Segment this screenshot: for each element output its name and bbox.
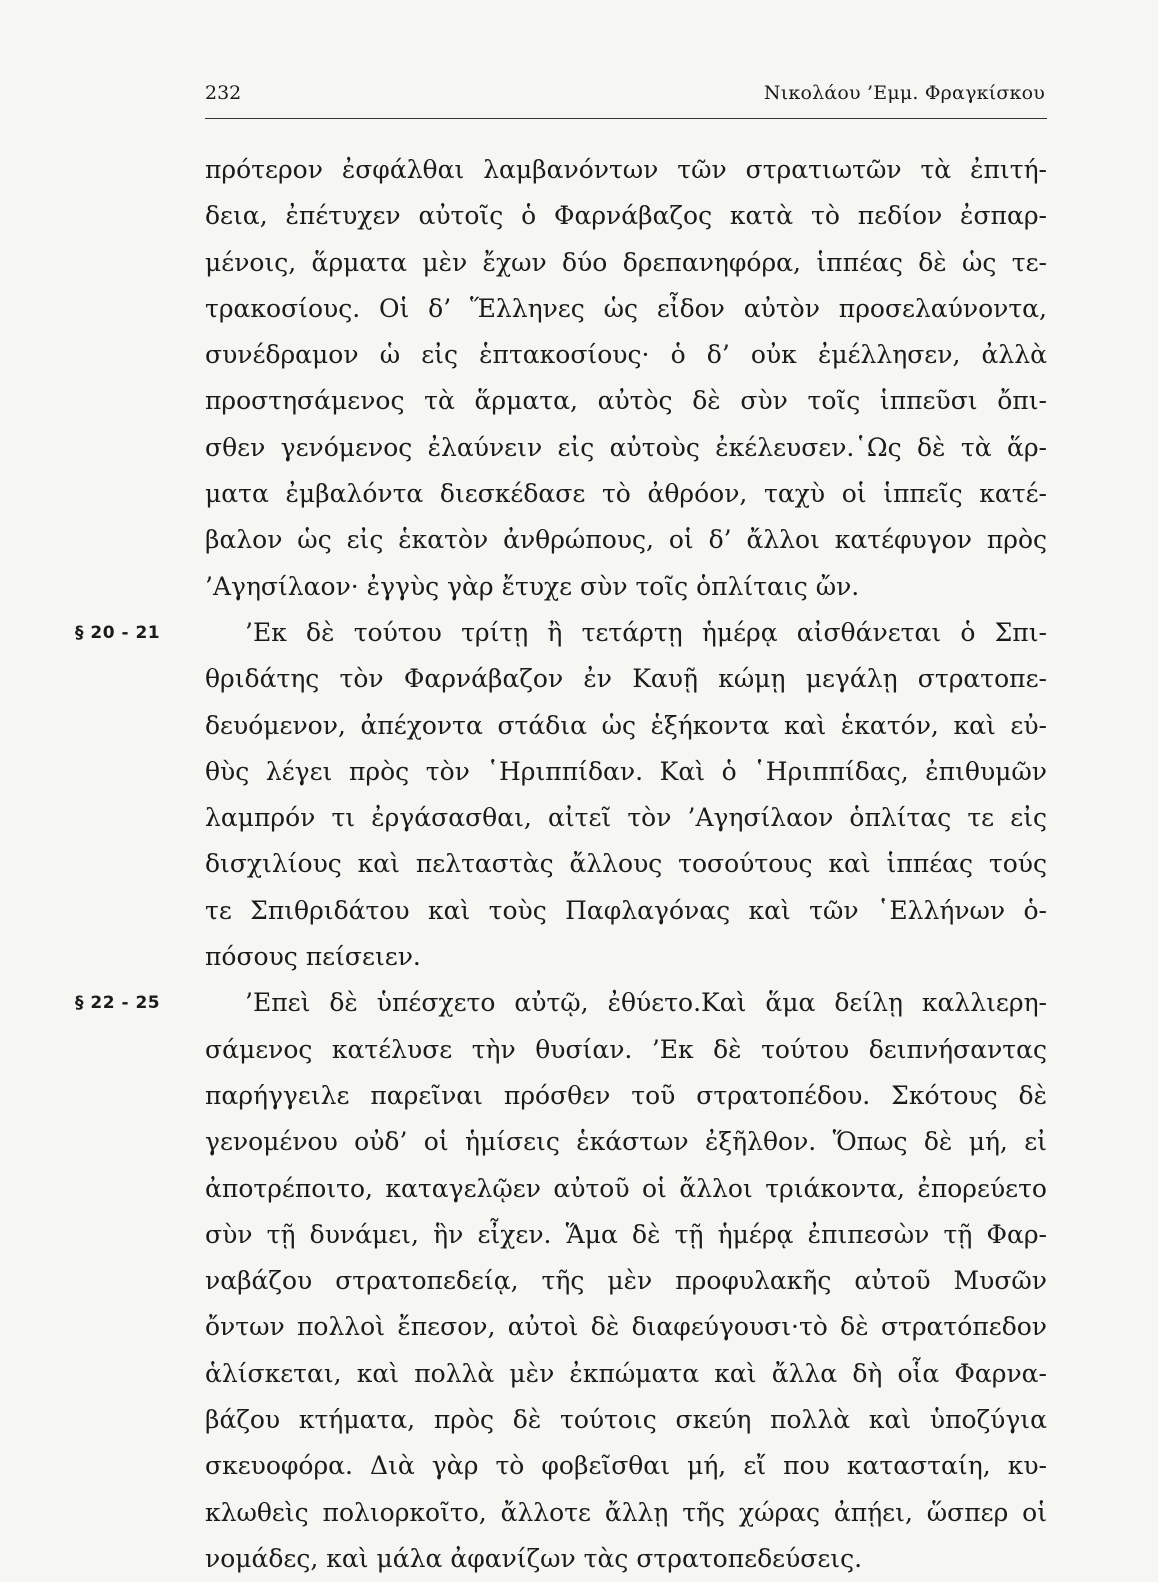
line-text: γενομένου οὐδ’ οἱ ἡμίσεις ἑκάστων ἐξῆλθον. Ὅπως δὲ μή, εἰ <box>205 1127 1047 1157</box>
line-text: ὄντων πολλοὶ ἔπεσον, αὐτοὶ δὲ διαφεύγουσι·τὸ δὲ στρατόπεδον <box>205 1312 1047 1342</box>
line-text: δεια, ἐπέτυχεν αὐτοῖς ὁ Φαρνάβαζος κατὰ τὸ πεδίον ἐσπαρ- <box>205 201 1047 231</box>
line-text: σάμενος κατέλυσε τὴν θυσίαν. ’Εκ δὲ τούτου δειπνήσαντας <box>205 1034 1047 1064</box>
text-line <box>205 517 1047 563</box>
line-text: βάζου κτήματα, πρὸς δὲ τούτοις σκεύη πολλὰ καὶ ὑποζύγια <box>205 1405 1047 1435</box>
text-line <box>205 749 1047 795</box>
section-marginal-note: § 22 - 25 <box>75 993 161 1014</box>
line-text: πρότερον ἐσφάλθαι λαμβανόντων τῶν στρατιωτῶν τὰ ἐπιτή- <box>205 155 1047 184</box>
line-text: τρακοσίους. Οἱ δ’ Ἕλληνες ὡς εἶδον αὐτὸν προσελαύνοντα, <box>205 293 1047 323</box>
line-text: τε Σπιθριδάτου καὶ τοὺς Παφλαγόνας καὶ τῶν ῾Ελλήνων ὁ- <box>205 895 1047 925</box>
line-text: ἀποτρέποιτο, καταγελῷεν αὐτοῦ οἱ ἄλλοι τριάκοντα, ἐπορεύετο <box>205 1173 1047 1203</box>
text-line <box>205 286 1047 332</box>
text-line <box>205 147 1047 193</box>
line-text: σκευοφόρα. Διὰ γὰρ τὸ φοβεῖσθαι μή, εἴ που κατασταίη, κυ- <box>205 1451 1047 1481</box>
text-line <box>75 980 1047 1026</box>
text-line <box>205 332 1047 378</box>
text-line <box>205 378 1047 424</box>
text-line <box>205 1258 1047 1304</box>
line-text: προστησάμενος τὰ ἅρματα, αὐτὸς δὲ σὺν τοῖς ἱππεῦσι ὄπι- <box>205 386 1047 416</box>
line-text: ’Αγησίλαον· ἐγγὺς γὰρ ἔτυχε σὺν τοῖς ὁπλίταις ὤν. <box>205 571 860 601</box>
text-line <box>75 610 1047 656</box>
line-text: θὺς λέγει πρὸς τὸν ῾Ηριππίδαν. Καὶ ὁ ῾Ηριππίδας, ἐπιθυμῶν <box>205 756 1047 786</box>
line-text: ναβάζου στρατοπεδείᾳ, τῆς μὲν προφυλακῆς αὐτοῦ Μυσῶν <box>205 1266 1047 1296</box>
text-line <box>205 1536 1047 1582</box>
text-line <box>205 1027 1047 1073</box>
line-text: ἁλίσκεται, καὶ πολλὰ μὲν ἐκπώματα καὶ ἄλλα δὴ οἷα Φαρνα- <box>205 1358 1047 1388</box>
line-text: λαμπρόν τι ἐργάσασθαι, αἰτεῖ τὸν ’Αγησίλαον ὁπλίτας τε εἰς <box>205 803 1047 833</box>
line-text: σὺν τῇ δυνάμει, ἣν εἶχεν. Ἅμα δὲ τῇ ἡμέρᾳ ἐπιπεσὼν τῇ Φαρ- <box>205 1219 1047 1249</box>
line-text: μένοις, ἅρματα μὲν ἔχων δύο δρεπανηφόρα, ἱππέας δὲ ὡς τε- <box>205 247 1047 277</box>
text-line <box>205 888 1047 934</box>
text-line <box>205 656 1047 702</box>
body-text <box>75 147 1047 1582</box>
line-text: βαλον ὡς εἰς ἑκατὸν ἀνθρώπους, οἱ δ’ ἄλλοι κατέφυγον πρὸς <box>205 525 1047 555</box>
line-text: νομάδες, καὶ μάλα ἀφανίζων τὰς στρατοπεδεύσεις. <box>205 1543 863 1573</box>
line-text: ’Εκ δὲ τούτου τρίτῃ ἢ τετάρτῃ ἡμέρᾳ αἰσθάνεται ὁ Σπι- <box>245 617 1047 647</box>
line-text: θριδάτης τὸν Φαρνάβαζον ἐν Καυῇ κώμῃ μεγάλῃ στρατοπε- <box>205 664 1047 694</box>
text-line <box>205 1351 1047 1397</box>
text-line <box>205 240 1047 286</box>
text-line <box>205 1443 1047 1489</box>
line-text: παρήγγειλε παρεῖναι πρόσθεν τοῦ στρατοπέδου. Σκότους δὲ <box>205 1080 1047 1110</box>
line-text: πόσους πείσειεν. <box>205 942 421 972</box>
text-line <box>205 703 1047 749</box>
line-text: δευόμενον, ἀπέχοντα στάδια ὡς ἑξήκοντα καὶ ἑκατόν, καὶ εὐ- <box>205 710 1047 740</box>
text-line <box>205 425 1047 471</box>
text-line <box>205 1397 1047 1443</box>
text-line <box>205 1304 1047 1350</box>
section-marginal-note: § 20 - 21 <box>75 622 161 643</box>
page-number: 232 <box>205 82 242 104</box>
line-text: δισχιλίους καὶ πελταστὰς ἄλλους τοσούτους καὶ ἱππέας τούς <box>205 849 1047 879</box>
line-text: συνέδραμον ὡ εἰς ἑπτακοσίους· ὁ δ’ οὐκ ἐμέλλησεν, ἀλλὰ <box>205 340 1047 370</box>
running-title: Νικολάου ’Εμμ. Φραγκίσκου <box>763 82 1045 104</box>
text-line <box>205 471 1047 517</box>
text-line <box>205 193 1047 239</box>
line-text: κλωθεὶς πολιορκοῖτο, ἄλλοτε ἄλλῃ τῆς χώρας ἀπῄει, ὥσπερ οἱ <box>205 1497 1047 1527</box>
text-line <box>205 934 1047 980</box>
header-rule <box>205 118 1047 119</box>
text-line <box>205 1166 1047 1212</box>
text-line <box>205 1212 1047 1258</box>
text-line <box>205 1073 1047 1119</box>
line-text: σθεν γενόμενος ἐλαύνειν εἰς αὐτοὺς ἐκέλευσεν.῾Ως δὲ τὰ ἅρ- <box>205 432 1047 462</box>
page-header <box>205 82 1045 112</box>
text-line <box>205 795 1047 841</box>
text-line <box>205 1490 1047 1536</box>
text-line <box>205 564 1047 610</box>
text-line <box>205 1119 1047 1165</box>
text-line <box>205 841 1047 887</box>
line-text: ματα ἐμβαλόντα διεσκέδασε τὸ ἀθρόον, ταχὺ οἱ ἱππεῖς κατέ- <box>205 479 1047 509</box>
line-text: ’Επεὶ δὲ ὑπέσχετο αὐτῷ, ἐθύετο.Καὶ ἅμα δείλῃ καλλιερη- <box>245 988 1047 1018</box>
